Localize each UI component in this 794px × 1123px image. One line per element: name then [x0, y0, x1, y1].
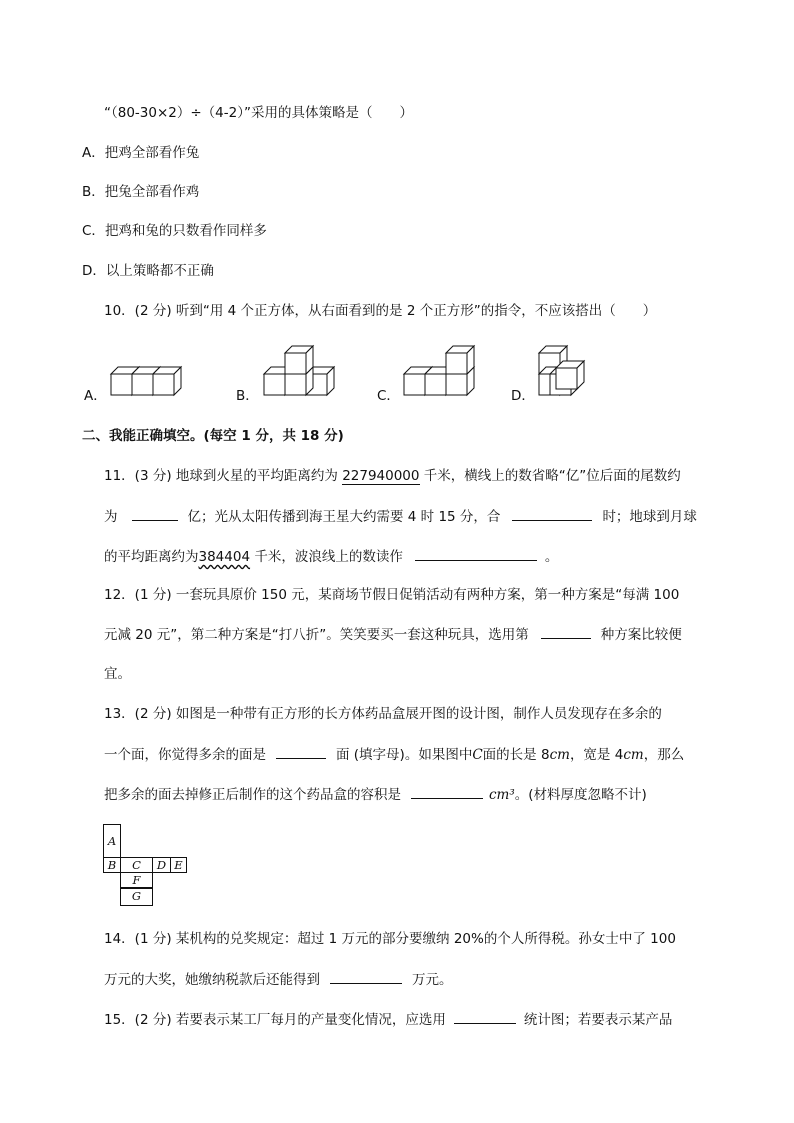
- q12-line-3: 宜。: [104, 666, 131, 682]
- text: 。(材料厚度忽略不计): [514, 787, 647, 803]
- box-net-figure: [103, 824, 193, 908]
- text: 千米，波浪线上的数读作: [250, 549, 403, 565]
- q12-line-2: [104, 624, 682, 645]
- cube-figure-a: [108, 360, 190, 400]
- text: 种方案比较便: [600, 627, 682, 643]
- text: 亿；光从太阳传播到海王星大约需要 4 时 15 分，合: [187, 509, 501, 525]
- q10-stem: 10．(2 分) 听到“用 4 个正方体，从右面看到的是 2 个正方形”的指令，不应该搭出（ ）: [104, 303, 657, 319]
- option-label: B．: [82, 184, 105, 200]
- q9-option-a: [82, 143, 199, 163]
- net-face-c: C: [120, 857, 153, 873]
- q13-line-3: [104, 784, 647, 805]
- cube: [446, 346, 474, 374]
- unit: cm: [623, 747, 644, 763]
- text: 万元。: [412, 972, 453, 988]
- option-text: 把鸡和兔的只数看作同样多: [104, 223, 267, 239]
- q11-line-1: [104, 466, 681, 486]
- net-face-e: E: [170, 857, 187, 873]
- option-label: D．: [82, 263, 106, 279]
- q9-stem: “（80-30×2）÷（4-2）”采用的具体策略是（ ）: [104, 105, 413, 121]
- text: 为: [104, 509, 118, 525]
- q13-line-2: [104, 744, 684, 765]
- text: 面 (填字母)。如果图中: [336, 747, 473, 763]
- face-letter: C: [472, 747, 483, 763]
- text: ，宽是 4: [569, 747, 624, 763]
- q9-option-c: [82, 221, 267, 241]
- text: 时；地球到月球: [602, 509, 697, 525]
- q15-line-1: [104, 1009, 672, 1030]
- answer-blank[interactable]: [541, 624, 591, 639]
- net-face-b: B: [103, 857, 121, 873]
- answer-blank[interactable]: [411, 784, 483, 799]
- unit: cm: [549, 747, 570, 763]
- q10-option-c-label: C．: [377, 388, 400, 404]
- underlined-number: 227940000: [342, 468, 420, 484]
- wavy-number: 384404: [198, 549, 251, 565]
- net-face-f: F: [120, 872, 153, 888]
- text: 面的长是 8: [482, 747, 550, 763]
- text: 把多余的面去掉修正后制作的这个药品盒的容积是: [104, 787, 401, 803]
- q10-option-b-label: B．: [236, 388, 259, 404]
- option-text: 以上策略都不正确: [105, 263, 214, 279]
- text: 千米，横线上的数省略“亿”位后面的尾数约: [419, 468, 681, 484]
- q11-line-3: [104, 546, 558, 567]
- net-face-g: G: [120, 888, 153, 906]
- answer-blank[interactable]: [132, 506, 178, 521]
- cube: [285, 346, 313, 374]
- unit: cm³: [489, 787, 515, 803]
- text: 统计图；若要表示某产品: [523, 1012, 673, 1028]
- net-face-a: A: [103, 824, 121, 858]
- net-face-d: D: [152, 857, 171, 873]
- q9-option-d: [82, 261, 214, 281]
- text: 11．(3 分) 地球到火星的平均距离约为: [104, 468, 343, 484]
- q14-line-1: 14．(1 分) 某机构的兑奖规定：超过 1 万元的部分要缴纳 20%的个人所得税。孙女士中了 100: [104, 931, 676, 947]
- cube-figure-c: [402, 347, 482, 400]
- cube: [153, 367, 181, 395]
- answer-blank[interactable]: [454, 1009, 516, 1024]
- q13-line-1: 13．(2 分) 如图是一种带有正方形的长方体药品盒展开图的设计图，制作人员发现存在多余的: [104, 706, 662, 722]
- option-text: 把兔全部看作鸡: [104, 184, 200, 200]
- section-title: 二、我能正确填空。(每空 1 分，共 18 分): [82, 428, 344, 444]
- cube-figure-d: [536, 340, 596, 400]
- text: 元减 20 元”，第二种方案是“打八折”。笑笑要买一套这种玩具，选用第: [104, 627, 529, 643]
- text: ，那么: [643, 747, 685, 763]
- text: 。: [544, 549, 559, 565]
- q12-line-1: 12．(1 分) 一套玩具原价 150 元，某商场节假日促销活动有两种方案，第一种方案是“每满 100: [104, 587, 680, 603]
- answer-blank[interactable]: [276, 744, 326, 759]
- option-label: C．: [82, 223, 105, 239]
- text: 的平均距离约为: [104, 549, 199, 565]
- q9-option-b: [82, 182, 199, 202]
- option-label: A．: [82, 145, 105, 161]
- text: 15．(2 分) 若要表示某工厂每月的产量变化情况，应选用: [104, 1012, 446, 1028]
- text: 万元的大奖，她缴纳税款后还能得到: [104, 972, 320, 988]
- cube-figure-b: [262, 347, 342, 400]
- answer-blank[interactable]: [330, 969, 402, 984]
- q10-option-d-label: D．: [511, 388, 535, 404]
- cube: [556, 361, 584, 389]
- q10-option-a-label: A．: [84, 388, 107, 404]
- answer-blank[interactable]: [512, 506, 592, 521]
- text: 一个面，你觉得多余的面是: [104, 747, 266, 763]
- option-text: 把鸡全部看作兔: [104, 145, 200, 161]
- q14-line-2: [104, 969, 453, 990]
- answer-blank[interactable]: [415, 546, 537, 561]
- q11-line-2: [104, 506, 697, 527]
